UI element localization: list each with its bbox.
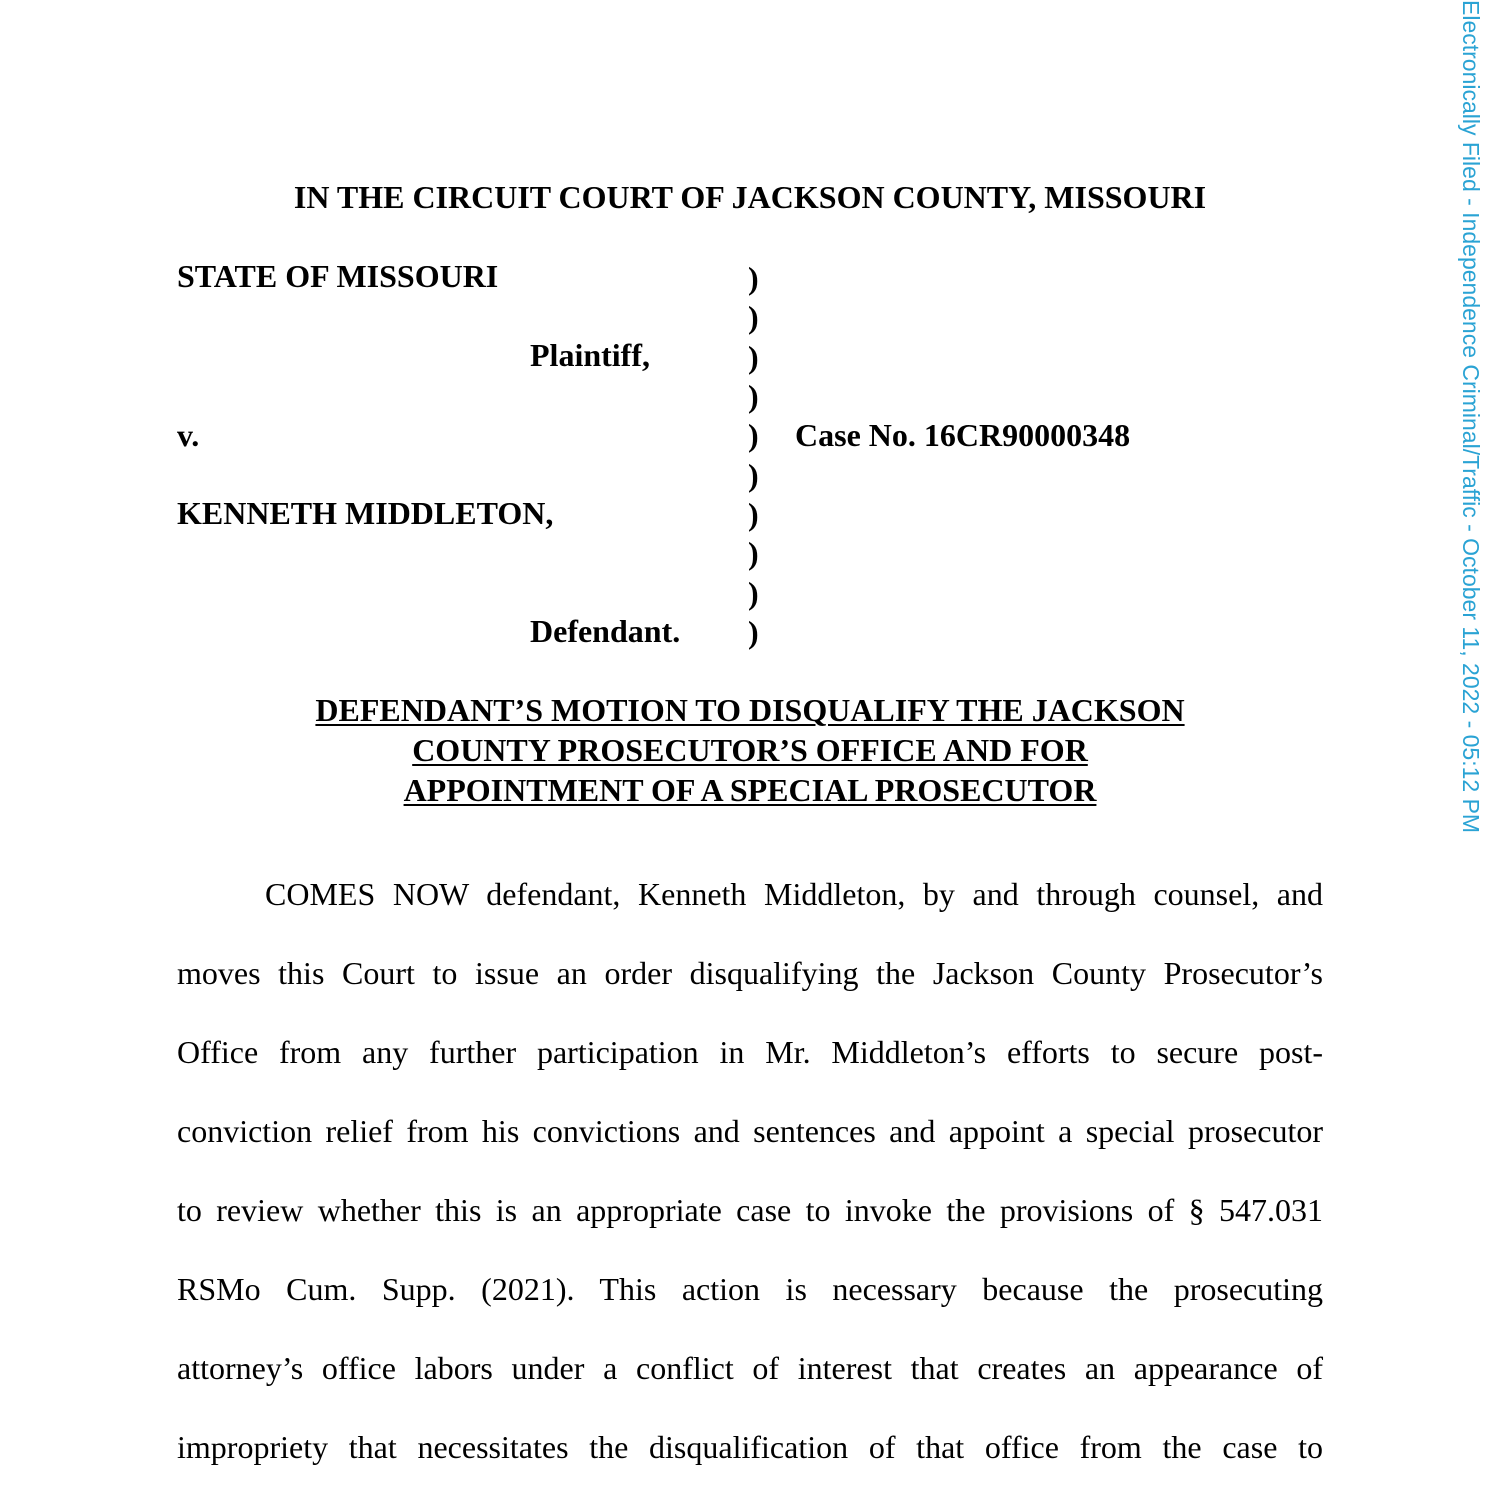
caption-parenthesis: )	[748, 260, 759, 296]
caption-parenthesis: )	[748, 496, 759, 532]
caption-parenthesis: )	[748, 299, 759, 335]
motion-title-line: COUNTY PROSECUTOR’S OFFICE AND FOR	[412, 732, 1088, 768]
body-line: attorney’s office labors under a conflict of interest that creates an appearance of	[177, 1350, 1323, 1386]
case-number: Case No. 16CR90000348	[795, 417, 1131, 453]
electronic-filing-stamp: Electronically Filed - Independence Criminal/Traffic - October 11, 2022 - 05:12 PM	[1458, 0, 1484, 834]
body-line: conviction relief from his convictions and sentences and appoint a special prosecutor	[177, 1113, 1323, 1149]
versus-label: v.	[177, 417, 200, 453]
caption-parenthesis: )	[748, 575, 759, 611]
body-line: Office from any further participation in Mr. Middleton’s efforts to secure post-	[177, 1034, 1323, 1070]
caption-parenthesis: )	[748, 457, 759, 493]
motion-title	[0, 690, 1500, 810]
body-line: moves this Court to issue an order disqualifying the Jackson County Prosecutor’s	[177, 955, 1323, 991]
caption-parenthesis: )	[748, 614, 759, 650]
motion-title-line: DEFENDANT’S MOTION TO DISQUALIFY THE JACKSON	[315, 692, 1185, 728]
body-line: COMES NOW defendant, Kenneth Middleton, by and through counsel, and	[265, 876, 1323, 912]
caption-parenthesis: )	[748, 417, 759, 453]
plaintiff-role: Plaintiff,	[530, 337, 650, 373]
plaintiff-name: STATE OF MISSOURI	[177, 258, 499, 294]
caption-parenthesis: )	[748, 339, 759, 375]
court-heading: IN THE CIRCUIT COURT OF JACKSON COUNTY, MISSOURI	[293, 179, 1207, 215]
body-line: RSMo Cum. Supp. (2021). This action is necessary because the prosecuting	[177, 1271, 1323, 1307]
caption-parenthesis: )	[748, 535, 759, 571]
body-line: impropriety that necessitates the disqualification of that office from the case to	[177, 1429, 1323, 1465]
body-line: to review whether this is an appropriate case to invoke the provisions of § 547.031	[177, 1192, 1323, 1228]
caption-parenthesis: )	[748, 378, 759, 414]
defendant-role: Defendant.	[530, 613, 681, 649]
motion-title-line: APPOINTMENT OF A SPECIAL PROSECUTOR	[403, 772, 1097, 808]
defendant-name: KENNETH MIDDLETON,	[177, 495, 554, 531]
